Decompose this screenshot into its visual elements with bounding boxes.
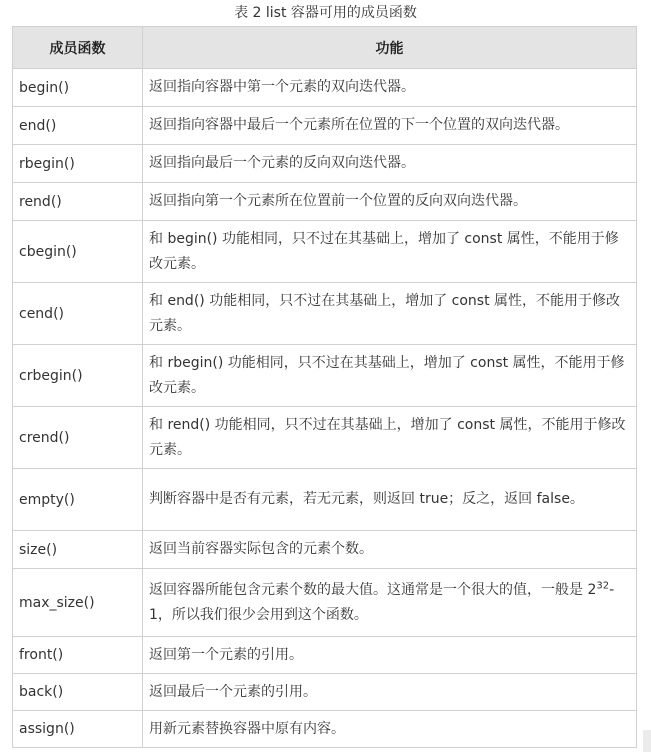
function-name-cell: crbegin() [13, 345, 143, 407]
table-header-row [13, 27, 637, 69]
table-row [13, 283, 637, 345]
function-name-cell: assign() [13, 711, 143, 748]
function-description-cell: 返回指向第一个元素所在位置前一个位置的反向双向迭代器。 [143, 183, 637, 221]
function-description-cell: 返回指向容器中最后一个元素所在位置的下一个位置的双向迭代器。 [143, 107, 637, 145]
function-name-cell: begin() [13, 69, 143, 107]
function-description-cell: 返回指向最后一个元素的反向双向迭代器。 [143, 145, 637, 183]
function-name-cell: empty() [13, 469, 143, 531]
function-description-cell: 返回指向容器中第一个元素的双向迭代器。 [143, 69, 637, 107]
header-member-function: 成员函数 [13, 27, 143, 69]
function-description-cell: 用新元素替换容器中原有内容。 [143, 711, 637, 748]
function-name-cell: cbegin() [13, 221, 143, 283]
description-text: 返回容器所能包含元素个数的最大值。这通常是一个很大的值，一般是 2 [149, 581, 597, 598]
table-row [13, 469, 637, 531]
table-row [13, 183, 637, 221]
function-description-cell [143, 569, 637, 637]
function-description-cell: 和 begin() 功能相同，只不过在其基础上，增加了 const 属性，不能用于修改元素。 [143, 221, 637, 283]
scrollbar-edge[interactable] [643, 730, 651, 752]
function-description-cell: 返回当前容器实际包含的元素个数。 [143, 531, 637, 569]
function-name-cell: rbegin() [13, 145, 143, 183]
function-name-cell: end() [13, 107, 143, 145]
table-row [13, 345, 637, 407]
table-row [13, 221, 637, 283]
table-row [13, 637, 637, 674]
function-description-cell: 返回第一个元素的引用。 [143, 637, 637, 674]
function-name-cell: back() [13, 674, 143, 711]
table-row [13, 674, 637, 711]
member-function-table [12, 26, 637, 748]
table-row [13, 407, 637, 469]
exponent: 32 [596, 579, 610, 591]
header-description: 功能 [143, 27, 637, 69]
table-row [13, 69, 637, 107]
function-description-cell: 判断容器中是否有元素，若无元素，则返回 true；反之，返回 false。 [143, 469, 637, 531]
function-name-cell: rend() [13, 183, 143, 221]
table-row [13, 531, 637, 569]
table-caption: 表 2 list 容器可用的成员函数 [234, 5, 417, 21]
function-description-cell: 和 rbegin() 功能相同，只不过在其基础上，增加了 const 属性，不能用于修改元素。 [143, 345, 637, 407]
table-row [13, 711, 637, 748]
function-description-cell: 返回最后一个元素的引用。 [143, 674, 637, 711]
function-description-cell: 和 rend() 功能相同，只不过在其基础上，增加了 const 属性，不能用于修改元素。 [143, 407, 637, 469]
function-name-cell: crend() [13, 407, 143, 469]
function-description-cell: 和 end() 功能相同，只不过在其基础上，增加了 const 属性，不能用于修改元素。 [143, 283, 637, 345]
table-row [13, 107, 637, 145]
function-name-cell: front() [13, 637, 143, 674]
function-name-cell: size() [13, 531, 143, 569]
function-name-cell: cend() [13, 283, 143, 345]
function-name-cell: max_size() [13, 569, 143, 637]
description-text: -1，所以我们很少会用到这个函数。 [149, 581, 615, 623]
table-row [13, 569, 637, 637]
table-row [13, 145, 637, 183]
